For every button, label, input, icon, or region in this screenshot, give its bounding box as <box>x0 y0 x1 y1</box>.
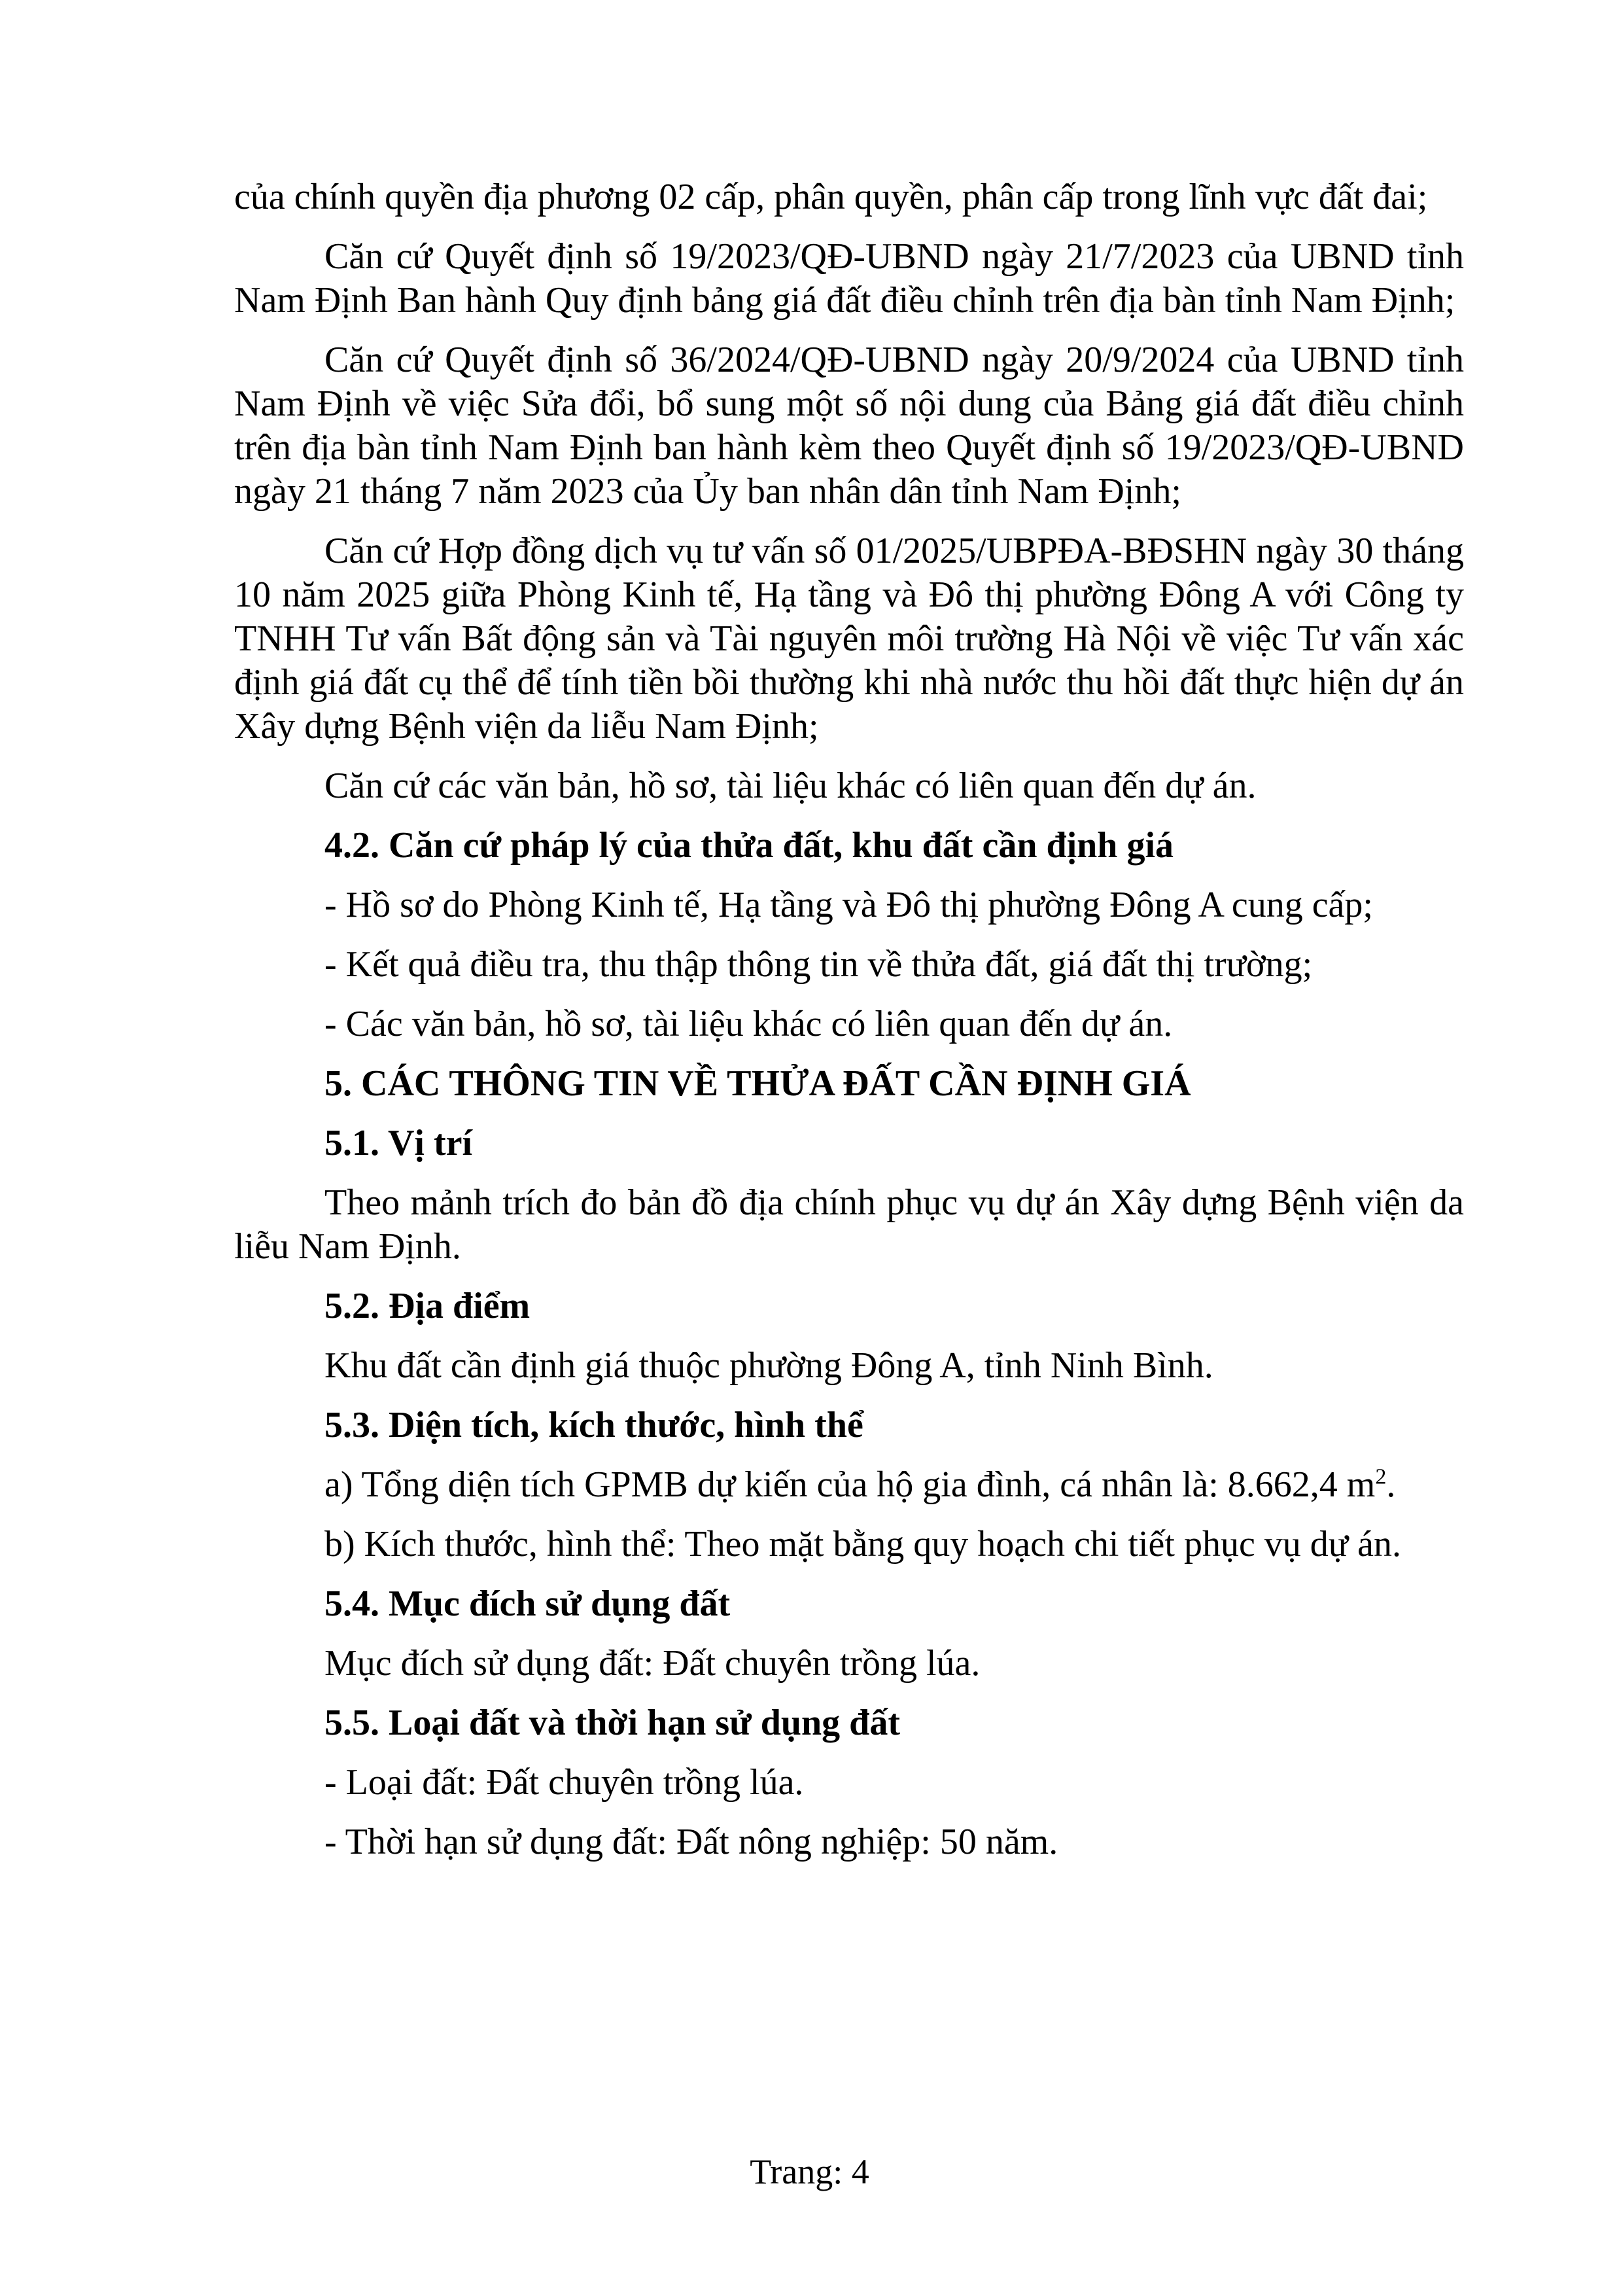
list-item: - Thời hạn sử dụng đất: Đất nông nghiệp: 50 năm. <box>324 1822 1058 1862</box>
heading-5-3: 5.3. Diện tích, kích thước, hình thể <box>324 1405 863 1445</box>
heading-5-1: 5.1. Vị trí <box>324 1123 473 1163</box>
paragraph-decision-36: Căn cứ Quyết định số 36/2024/QĐ-UBND ngày 20/9/2024 của UBND tỉnh Nam Định về việc Sửa đổi, bổ sung một số nội dung của Bảng giá đất điều chỉnh trên địa bàn tỉnh Nam Định ban hành kèm theo Quyết định số 19/2023/QĐ-UBND ngày 21 tháng 7 năm 2023 của Ủy ban nhân dân tỉnh Nam Định; <box>234 340 1464 512</box>
heading-5-2: 5.2. Địa điểm <box>324 1286 531 1326</box>
text-5-3-b: b) Kích thước, hình thể: Theo mặt bằng quy hoạch chi tiết phục vụ dự án. <box>324 1524 1402 1564</box>
text-5-3-a-end: . <box>1386 1464 1396 1505</box>
paragraph-decision-19: Căn cứ Quyết định số 19/2023/QĐ-UBND ngày 21/7/2023 của UBND tỉnh Nam Định Ban hành Quy định bảng giá đất điều chỉnh trên địa bàn tỉnh Nam Định; <box>234 236 1464 321</box>
paragraph-continuation: của chính quyền địa phương 02 cấp, phân quyền, phân cấp trong lĩnh vực đất đai; <box>234 177 1428 217</box>
list-item: - Kết quả điều tra, thu thập thông tin về thửa đất, giá đất thị trường; <box>324 944 1313 985</box>
heading-5-4: 5.4. Mục đích sử dụng đất <box>324 1583 731 1624</box>
text-5-3-a <box>234 1463 1464 1507</box>
text-5-3-a-main: a) Tổng diện tích GPMB dự kiến của hộ gia đình, cá nhân là: 8.662,4 m <box>324 1464 1376 1505</box>
text-5-2: Khu đất cần định giá thuộc phường Đông A, tỉnh Ninh Bình. <box>324 1345 1213 1386</box>
paragraph-other-docs: Căn cứ các văn bản, hồ sơ, tài liệu khác có liên quan đến dự án. <box>324 766 1257 806</box>
list-item: - Loại đất: Đất chuyên trồng lúa. <box>324 1762 804 1803</box>
heading-5: 5. CÁC THÔNG TIN VỀ THỬA ĐẤT CẦN ĐỊNH GIÁ <box>324 1063 1191 1104</box>
page-number: Trang: 4 <box>750 2152 869 2191</box>
list-item: - Các văn bản, hồ sơ, tài liệu khác có liên quan đến dự án. <box>324 1004 1173 1044</box>
list-item: - Hồ sơ do Phòng Kinh tế, Hạ tầng và Đô thị phường Đông A cung cấp; <box>324 885 1373 925</box>
text-5-1: Theo mảnh trích đo bản đồ địa chính phục vụ dự án Xây dựng Bệnh viện da liễu Nam Định. <box>234 1182 1464 1267</box>
document-page <box>234 175 1464 1880</box>
heading-4-2: 4.2. Căn cứ pháp lý của thửa đất, khu đất cần định giá <box>324 825 1174 866</box>
heading-5-5: 5.5. Loại đất và thời hạn sử dụng đất <box>324 1703 900 1743</box>
superscript-2: 2 <box>1375 1464 1387 1489</box>
text-5-4: Mục đích sử dụng đất: Đất chuyên trồng lúa. <box>324 1643 981 1684</box>
paragraph-contract: Căn cứ Hợp đồng dịch vụ tư vấn số 01/2025/UBPĐA-BĐSHN ngày 30 tháng 10 năm 2025 giữa Phòng Kinh tế, Hạ tầng và Đô thị phường Đông A với Công ty TNHH Tư vấn Bất động sản và Tài nguyên môi trường Hà Nội về việc Tư vấn xác định giá đất cụ thể để tính tiền bồi thường khi nhà nước thu hồi đất thực hiện dự án Xây dựng Bệnh viện da liễu Nam Định; <box>234 531 1464 747</box>
